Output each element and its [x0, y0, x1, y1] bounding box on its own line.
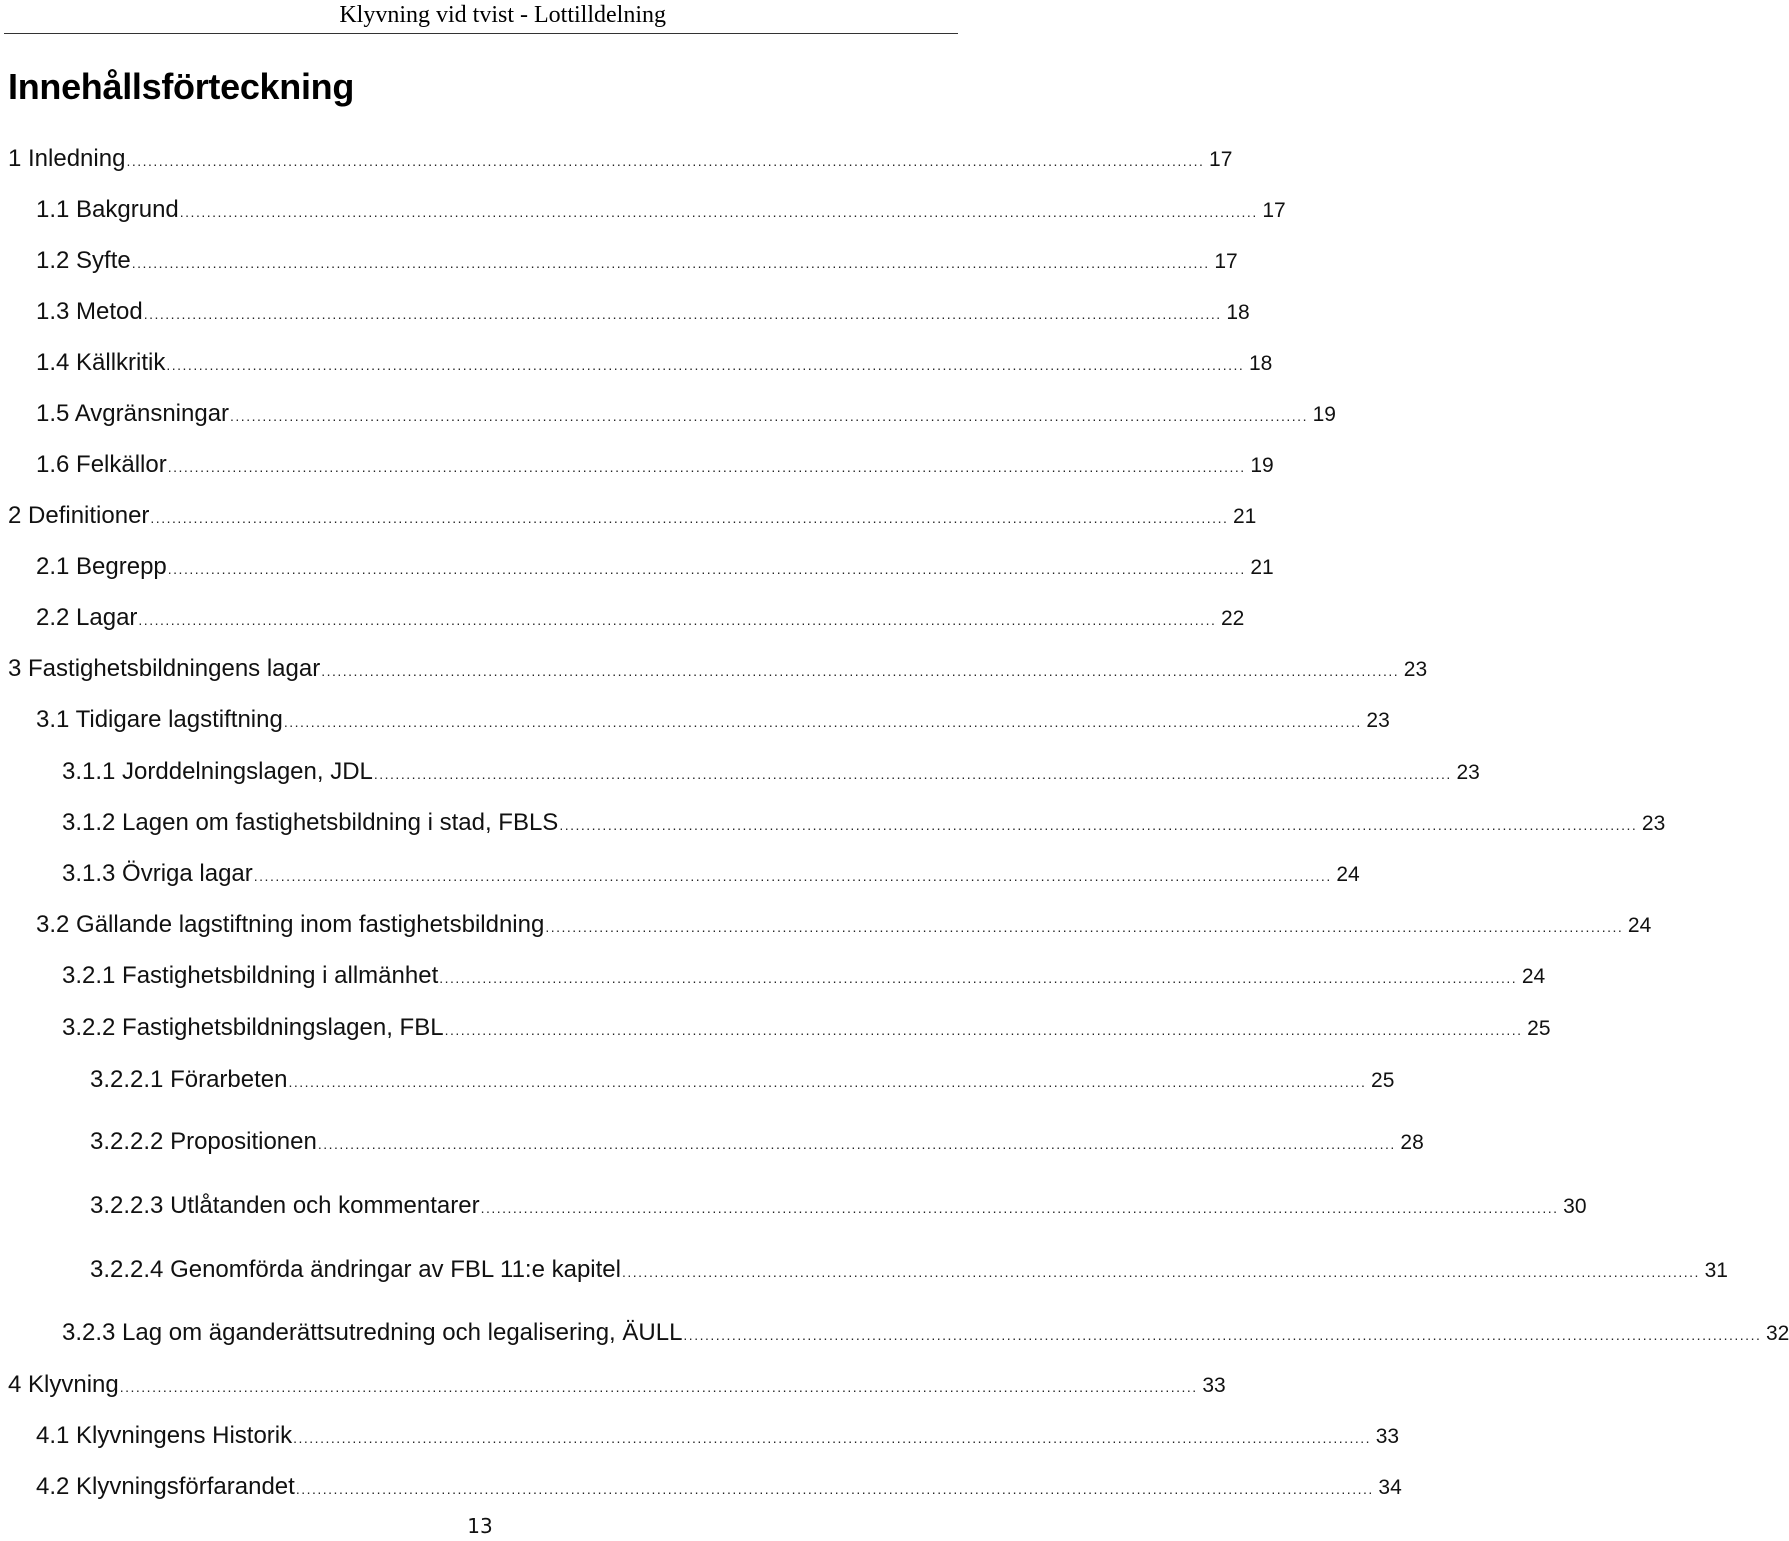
dot-leader: ........................................................................................................................................................................................................ — [373, 766, 1452, 782]
dot-leader: ........................................................................................................................................................................................................ — [439, 970, 1518, 986]
toc-entry[interactable] — [8, 145, 1233, 181]
toc-entry-title: 4.2 Klyvningsförfarandet — [36, 1473, 295, 1500]
toc-entry[interactable] — [8, 502, 1257, 538]
toc-entry-page: 18 — [1226, 301, 1250, 324]
toc-entry-title: 1.2 Syfte — [36, 247, 131, 274]
toc-entry[interactable] — [90, 1128, 1424, 1164]
toc-entry-page: 24 — [1336, 863, 1360, 886]
toc-entry-title: 3.2.1 Fastighetsbildning i allmänhet — [62, 962, 439, 989]
dot-leader: ........................................................................................................................................................................................................ — [167, 459, 1246, 475]
dot-leader: ........................................................................................................................................................................................................ — [179, 204, 1258, 220]
toc-entry-title: 3.2.2.3 Utlåtanden och kommentarer — [90, 1192, 480, 1219]
dot-leader: ........................................................................................................................................................................................................ — [167, 561, 1246, 577]
dot-leader: ........................................................................................................................................................................................................ — [166, 357, 1245, 373]
toc-entry-title: 3.2.3 Lag om äganderättsutredning och legalisering, ÄULL — [62, 1319, 683, 1346]
toc-entry[interactable] — [36, 196, 1286, 232]
dot-leader: ........................................................................................................................................................................................................ — [683, 1327, 1762, 1343]
toc-entry-title: 2 Definitioner — [8, 502, 150, 529]
toc-entry[interactable] — [8, 655, 1428, 691]
toc-entry-title: 3.1 Tidigare lagstiftning — [36, 706, 283, 733]
toc-entry[interactable] — [36, 451, 1274, 487]
toc-entry[interactable] — [36, 349, 1273, 385]
toc-entry[interactable] — [36, 298, 1250, 334]
toc-entry-title: 3.2.2 Fastighetsbildningslagen, FBL — [62, 1014, 444, 1041]
dot-leader: ........................................................................................................................................................................................................ — [253, 868, 1332, 884]
dot-leader: ........................................................................................................................................................................................................ — [622, 1264, 1700, 1280]
toc-heading: Innehållsförteckning — [8, 66, 355, 107]
toc-entry[interactable] — [90, 1256, 1728, 1292]
toc-entry-title: 3 Fastighetsbildningens lagar — [8, 655, 321, 682]
toc-entry-title: 3.2.2.1 Förarbeten — [90, 1066, 288, 1093]
dot-leader: ........................................................................................................................................................................................................ — [126, 153, 1205, 169]
toc-entry[interactable] — [36, 911, 1652, 947]
toc-entry-page: 22 — [1221, 607, 1245, 630]
toc-entry-page: 24 — [1521, 965, 1546, 988]
toc-entry[interactable] — [62, 860, 1360, 896]
dot-leader: ........................................................................................................................................................................................................ — [230, 408, 1308, 424]
toc-entry[interactable] — [8, 1371, 1226, 1407]
dot-leader: ........................................................................................................................................................................................................ — [150, 510, 1229, 526]
toc-entry[interactable] — [36, 604, 1245, 640]
dot-leader: ........................................................................................................................................................................................................ — [295, 1481, 1374, 1497]
toc-entry-page: 30 — [1563, 1195, 1587, 1218]
toc-entry[interactable] — [36, 706, 1390, 742]
toc-entry[interactable] — [62, 809, 1666, 845]
toc-entry-page: 33 — [1202, 1374, 1226, 1397]
toc-entry-page: 21 — [1233, 505, 1257, 528]
toc-entry-page: 25 — [1371, 1069, 1395, 1092]
dot-leader: ........................................................................................................................................................................................................ — [119, 1379, 1198, 1395]
toc-entry[interactable] — [36, 553, 1274, 589]
dot-leader: ........................................................................................................................................................................................................ — [138, 612, 1217, 628]
toc-entry-page: 23 — [1641, 812, 1666, 835]
toc-entry-page: 17 — [1262, 199, 1286, 222]
toc-entry-page: 32 — [1766, 1322, 1789, 1345]
toc-entry[interactable] — [90, 1066, 1395, 1102]
toc-entry-title: 3.1.3 Övriga lagar — [62, 860, 253, 887]
toc-entry-page: 23 — [1403, 658, 1428, 681]
toc-entry-title: 1.6 Felkällor — [36, 451, 167, 478]
toc-entry-page: 21 — [1250, 556, 1274, 579]
dot-leader: ........................................................................................................................................................................................................ — [283, 714, 1362, 730]
dot-leader: ........................................................................................................................................................................................................ — [321, 663, 1400, 679]
dot-leader: ........................................................................................................................................................................................................ — [293, 1430, 1372, 1446]
toc-entry[interactable] — [90, 1192, 1587, 1228]
toc-entry[interactable] — [62, 962, 1546, 998]
toc-entry-title: 1 Inledning — [8, 145, 126, 172]
dot-leader: ........................................................................................................................................................................................................ — [444, 1022, 1523, 1038]
dot-leader: ........................................................................................................................................................................................................ — [143, 306, 1222, 322]
header-rule — [4, 33, 958, 34]
toc-entry-page: 19 — [1312, 403, 1336, 426]
running-header — [0, 0, 960, 36]
toc-entry-page: 23 — [1366, 709, 1390, 732]
toc-entry-title: 3.2.2.4 Genomförda ändringar av FBL 11:e kapitel — [90, 1256, 621, 1283]
dot-leader: ........................................................................................................................................................................................................ — [559, 817, 1638, 833]
page-number: 13 — [467, 1514, 493, 1538]
toc-entry-page: 34 — [1378, 1476, 1402, 1499]
toc-entry-title: 1.3 Metod — [36, 298, 143, 325]
dot-leader: ........................................................................................................................................................................................................ — [480, 1200, 1559, 1216]
toc-entry[interactable] — [36, 400, 1336, 436]
toc-entry-title: 1.1 Bakgrund — [36, 196, 179, 223]
dot-leader: ........................................................................................................................................................................................................ — [131, 255, 1210, 271]
toc-entry-title: 1.4 Källkritik — [36, 349, 166, 376]
toc-entry-page: 28 — [1400, 1131, 1424, 1154]
toc-entry-page: 17 — [1214, 250, 1238, 273]
toc-entry[interactable] — [36, 1422, 1400, 1458]
toc-entry-title: 3.2.2.2 Propositionen — [90, 1128, 317, 1155]
dot-leader: ........................................................................................................................................................................................................ — [317, 1136, 1396, 1152]
toc-entry-page: 23 — [1456, 761, 1480, 784]
toc-entry-title: 3.1.2 Lagen om fastighetsbildning i stad, FBLS — [62, 809, 559, 836]
toc-entry-page: 18 — [1248, 352, 1273, 375]
toc-entry[interactable] — [36, 1473, 1402, 1509]
toc-entry-title: 2.2 Lagar — [36, 604, 138, 631]
toc-entry-page: 25 — [1527, 1017, 1551, 1040]
toc-entry[interactable] — [62, 1014, 1551, 1050]
toc-entry[interactable] — [62, 1319, 1789, 1355]
toc-entry-title: 2.1 Begrepp — [36, 553, 167, 580]
toc-entry-page: 17 — [1209, 148, 1233, 171]
toc-entry-title: 4.1 Klyvningens Historik — [36, 1422, 293, 1449]
toc-entry[interactable] — [62, 758, 1480, 794]
toc-entry-page: 33 — [1375, 1425, 1400, 1448]
toc-entry-page: 31 — [1704, 1259, 1728, 1282]
toc-entry-title: 3.2 Gällande lagstiftning inom fastighetsbildning — [36, 911, 545, 938]
dot-leader: ........................................................................................................................................................................................................ — [288, 1074, 1367, 1090]
toc-entry-page: 24 — [1627, 914, 1652, 937]
toc-entry[interactable] — [36, 247, 1238, 283]
toc-entry-title: 1.5 Avgränsningar — [36, 400, 230, 427]
toc-entry-page: 19 — [1250, 454, 1274, 477]
dot-leader: ........................................................................................................................................................................................................ — [545, 919, 1624, 935]
running-title: Klyvning vid tvist - Lottilldelning — [339, 2, 666, 28]
toc-entry-title: 3.1.1 Jorddelningslagen, JDL — [62, 758, 373, 785]
toc-entry-title: 4 Klyvning — [8, 1371, 119, 1398]
